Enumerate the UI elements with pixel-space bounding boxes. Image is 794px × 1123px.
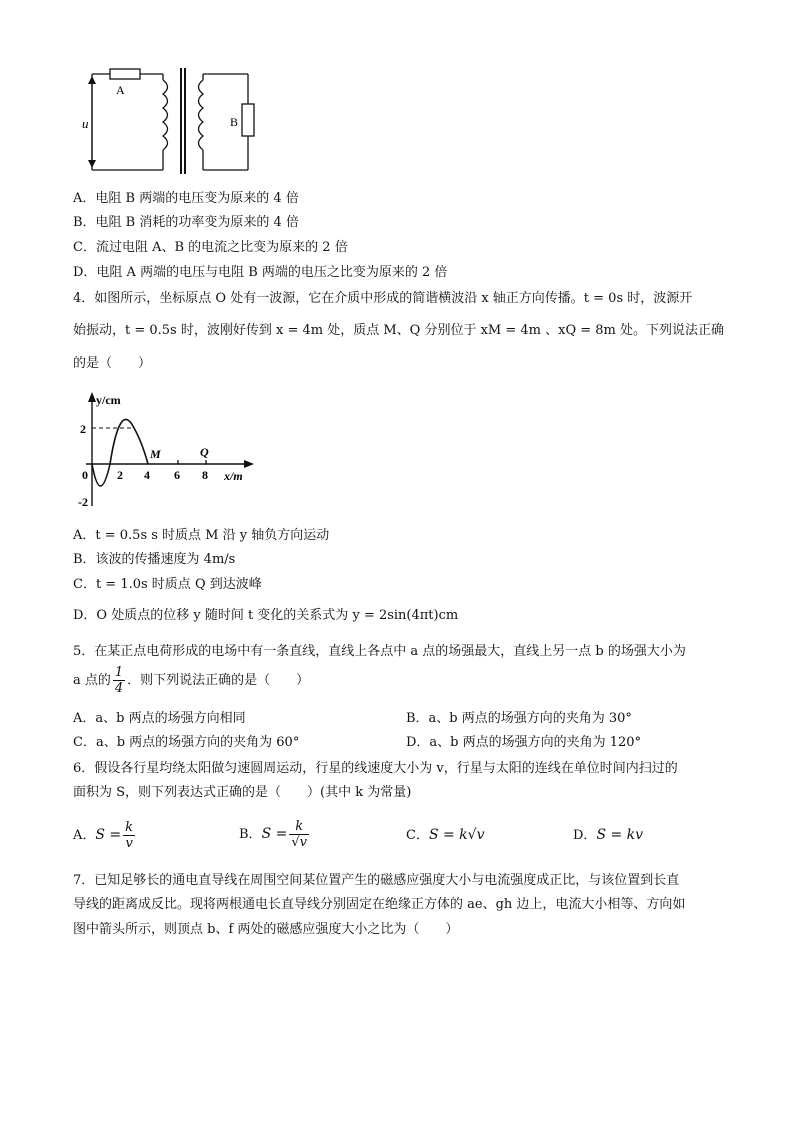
q4-stem-line-2: 始振动，t = 0.5s 时，波刚好传到 x = 4m 处，质点 M、Q 分别位于 xM = 4m 、xQ = 8m 处。下列说法正确 <box>73 323 724 338</box>
q3-option-d: D．电阻 A 两端的电压与电阻 B 两端的电压之比变为原来的 2 倍 <box>73 265 448 280</box>
q4-option-c: C．t = 1.0s 时质点 Q 到达波峰 <box>73 577 262 592</box>
q3-option-a: A．电阻 B 两端的电压变为原来的 4 倍 <box>73 191 299 206</box>
q6-option-b-label: B． <box>239 827 262 842</box>
q4-option-a: A．t = 0.5s s 时质点 M 沿 y 轴负方向运动 <box>73 528 330 543</box>
q5-stem-suffix: ．则下列说法正确的是（ ） <box>127 673 310 688</box>
q5-option-a: A．a、b 两点的场强方向相同 <box>73 711 246 726</box>
wave-tick-x-4: 4 <box>144 468 150 482</box>
q4-stem-line-1: 4．如图所示，坐标原点 O 处有一波源，它在介质中形成的简谐横波沿 x 轴正方向传播。t = 0s 时，波源开 <box>73 291 693 306</box>
q6-option-a-num: k <box>125 820 134 835</box>
q6-option-b <box>239 816 311 853</box>
resistor-b-label: B <box>230 115 239 129</box>
q4-option-b: B．该波的传播速度为 4m/s <box>73 552 236 567</box>
wave-tick-x-8: 8 <box>202 468 208 482</box>
q5-stem-line-1: 5．在某正点电荷形成的电场中有一条直线，直线上各点中 a 点的场强最大，直线上另一点 b 的场强大小为 <box>73 644 686 659</box>
q5-fraction <box>113 665 125 696</box>
q6-option-b-num: k <box>289 819 309 835</box>
q6-option-d <box>573 826 643 845</box>
wave-tick-x-6: 6 <box>174 468 180 482</box>
q5-option-c: C．a、b 两点的场强方向的夹角为 60° <box>73 735 300 750</box>
q4-stem-line-3: 的是（ ） <box>73 356 152 371</box>
q5-stem-prefix: a 点的 <box>73 673 111 688</box>
voltage-u-label: u <box>82 116 89 131</box>
q5-stem-line-2 <box>73 665 309 697</box>
q5-fraction-numerator: 1 <box>114 665 124 680</box>
q6-option-c <box>406 826 485 845</box>
wave-tick-x-2: 2 <box>117 468 123 482</box>
q6-option-b-den: √v <box>291 835 307 850</box>
q6-option-a-label: A． <box>73 828 96 843</box>
q6-option-b-fraction <box>289 819 309 850</box>
q6-option-d-expr: S = kv <box>596 827 644 843</box>
wave-tick-y-neg2: -2 <box>78 495 88 509</box>
q5-option-b: B．a、b 两点的场强方向的夹角为 30° <box>406 711 632 726</box>
q7-stem-line-1: 7．已知足够长的通电直导线在周围空间某位置产生的磁感应强度大小与电流强度成正比，与该位置到长直 <box>73 873 680 888</box>
q5-fraction-denominator: 4 <box>114 681 124 696</box>
wave-tick-y-2: 2 <box>80 422 86 436</box>
wave-x-axis-label: x/m <box>224 469 243 483</box>
q6-stem-line-2: 面积为 S，则下列表达式正确的是（ ）(其中 k 为常量) <box>73 785 412 800</box>
q4-option-d: D．O 处质点的位移 y 随时间 t 变化的关系式为 y = 2sin(4πt)cm <box>73 608 459 623</box>
q6-stem-line-1: 6．假设各行星均绕太阳做匀速圆周运动，行星的线速度大小为 v，行星与太阳的连线在单位时间内扫过的 <box>73 761 678 776</box>
q6-option-c-expr: S = k√v <box>428 827 485 843</box>
transformer-circuit-figure <box>70 64 270 182</box>
q5-option-d: D．a、b 两点的场强方向的夹角为 120° <box>406 735 642 750</box>
q6-option-d-label: D． <box>573 828 597 843</box>
q6-option-c-label: C． <box>406 828 429 843</box>
q6-option-a-fraction <box>123 820 135 851</box>
wave-tick-origin: 0 <box>82 468 88 482</box>
q6-option-a-den: v <box>125 836 133 851</box>
q6-option-b-lhs: S = <box>261 826 288 842</box>
wave-point-q: Q <box>200 445 209 459</box>
q3-option-b: B．电阻 B 消耗的功率变为原来的 4 倍 <box>73 215 299 230</box>
q6-option-a <box>73 818 137 853</box>
q7-stem-line-2: 导线的距离成反比。现将两根通电长直导线分别固定在绝缘正方体的 ae、gh 边上，电流大小相等、方向如 <box>73 897 686 912</box>
q7-stem-line-3: 图中箭头所示，则顶点 b、f 两处的磁感应强度大小之比为（ ） <box>73 922 459 937</box>
resistor-a-label: A <box>116 83 125 97</box>
q6-option-a-lhs: S = <box>95 827 122 843</box>
wave-graph-figure <box>74 388 264 512</box>
wave-point-m: M <box>150 447 161 461</box>
wave-y-axis-label: y/cm <box>96 393 121 407</box>
q3-option-c: C．流过电阻 A、B 的电流之比变为原来的 2 倍 <box>73 240 348 255</box>
